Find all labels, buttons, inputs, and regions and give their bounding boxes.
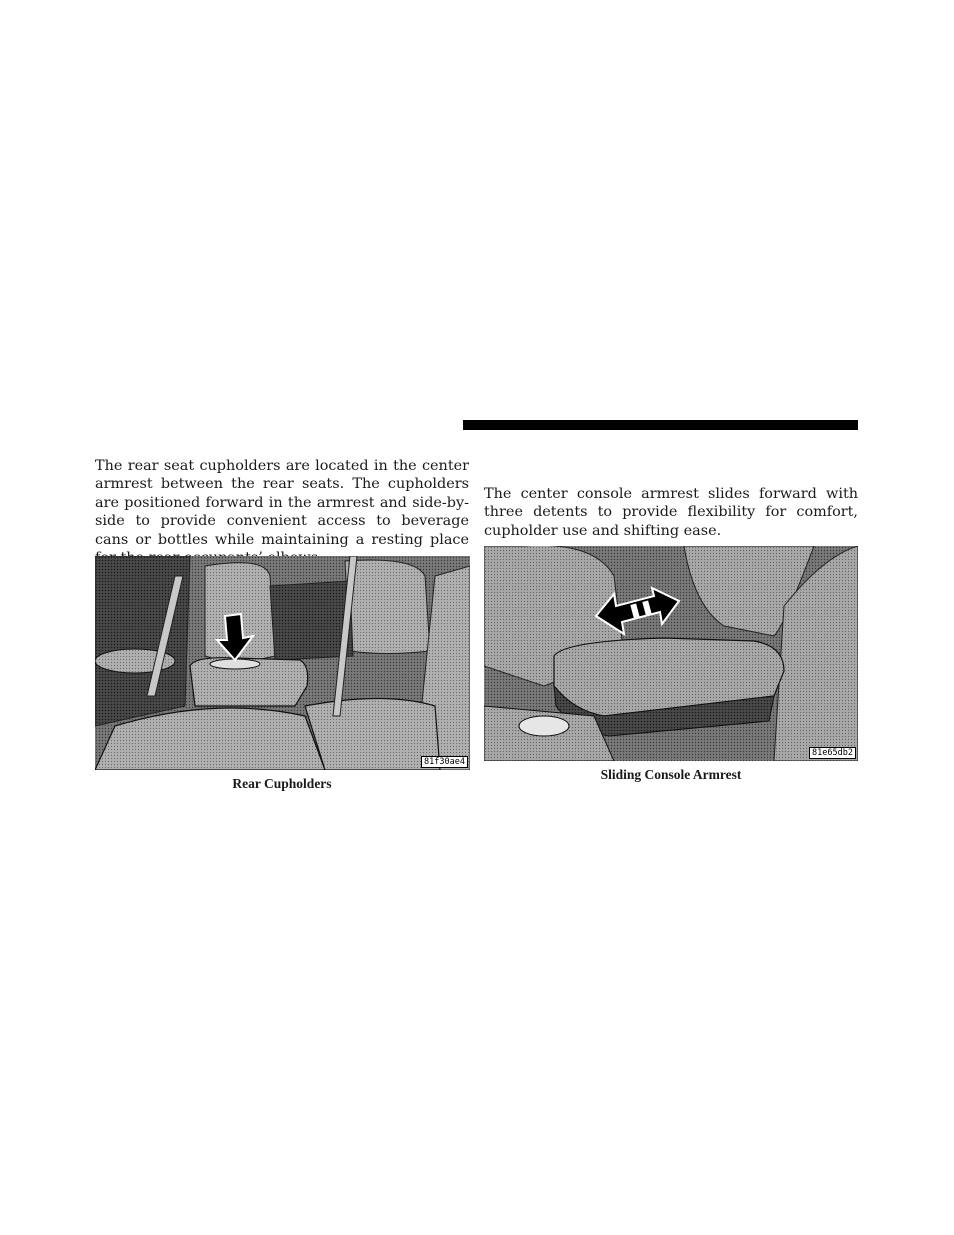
- rear-cupholders-caption: Rear Cupholders: [232, 776, 332, 791]
- sliding-armrest-caption: Sliding Console Armrest: [600, 767, 742, 782]
- rear-seat-illustration: [95, 556, 470, 770]
- console-armrest-paragraph: The center console armrest slides forward with three detents to provide flexibility for comfort, cupholder use and shifting ease.: [484, 486, 858, 539]
- rear-cupholders-paragraph: The rear seat cupholders are located in the center armrest between the rear seats. The cupholders are positioned forward in the armrest and side-by-side to provide convenient access to beverage cans or bottles while maintaining a resting place: [95, 458, 469, 548]
- section-header-bar: [463, 420, 858, 430]
- figure-code: 81e65db2: [809, 747, 856, 759]
- sliding-armrest-figure: [484, 546, 858, 761]
- figure-code: 81f30ae4: [421, 756, 468, 768]
- console-armrest-illustration: [484, 546, 858, 761]
- rear-cupholders-figure: [95, 556, 470, 770]
